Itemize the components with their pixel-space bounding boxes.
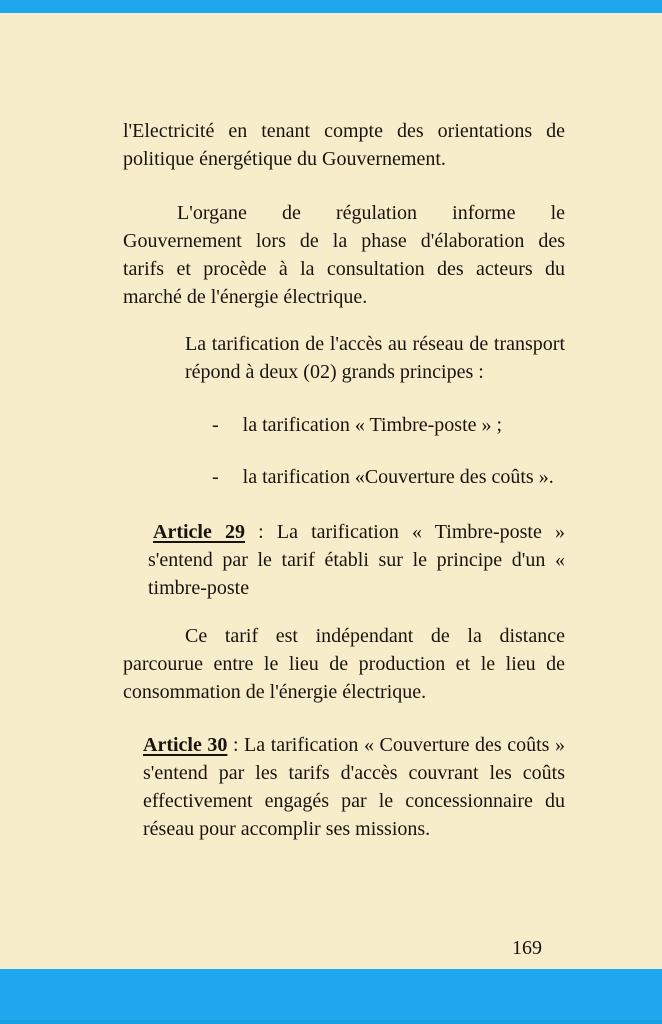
bullet-dash: -: [212, 414, 219, 436]
paragraph-ce-tarif: [123, 622, 565, 706]
page-number: 169: [512, 937, 542, 959]
article-29-paragraph: [148, 518, 565, 602]
text-line: [148, 518, 565, 546]
text-line: réseau pour accomplir ses missions.: [143, 818, 431, 840]
article-30-heading-text: : La tarification « Couverture des coûts »: [227, 734, 565, 756]
paragraph-intro-continuation: [123, 117, 565, 173]
bottom-border-bar: [0, 969, 662, 1024]
article-30-paragraph: [143, 731, 565, 843]
text-line: Gouvernement lors de la phase d'élaboration des: [123, 230, 565, 252]
paragraph-organe-regulation: [123, 199, 565, 311]
text-line: La tarification de l'accès au réseau de transport: [185, 333, 565, 355]
text-line: répond à deux (02) grands principes :: [185, 361, 484, 383]
text-line: timbre-poste: [148, 577, 250, 599]
text-line: marché de l'énergie électrique.: [123, 286, 368, 308]
article-29-label: Article 29: [153, 521, 245, 543]
text-line: tarifs et procède à la consultation des acteurs du: [123, 258, 565, 280]
bullet-item-couverture-couts: [212, 463, 554, 491]
text-line: consommation de l'énergie électrique.: [123, 681, 427, 703]
text-line: parcourue entre le lieu de production et le lieu de: [123, 653, 565, 675]
bullet-item-timbre-poste: [212, 411, 502, 439]
bullet-text: la tarification « Timbre-poste » ;: [242, 414, 503, 436]
text-line: [143, 731, 565, 759]
text-line: politique énergétique du Gouvernement.: [123, 148, 446, 170]
text-line: l'Electricité en tenant compte des orientations de: [123, 120, 565, 142]
text-line: effectivement engagés par le concessionnaire du: [143, 790, 565, 812]
text-line: s'entend par les tarifs d'accès couvrant les coûts: [143, 762, 565, 784]
article-29-heading-text: : La tarification « Timbre-poste »: [245, 521, 565, 543]
text-line: Ce tarif est indépendant de la distance: [185, 625, 565, 647]
paragraph-tarification-principes: [185, 330, 565, 386]
bullet-dash: -: [212, 466, 219, 488]
text-line: L'organe de régulation informe le: [177, 202, 565, 224]
article-30-label: Article 30: [143, 734, 228, 756]
bullet-text: la tarification «Couverture des coûts ».: [242, 466, 554, 488]
text-line: s'entend par le tarif établi sur le principe d'un «: [148, 549, 565, 571]
top-border-bar: [0, 0, 662, 13]
